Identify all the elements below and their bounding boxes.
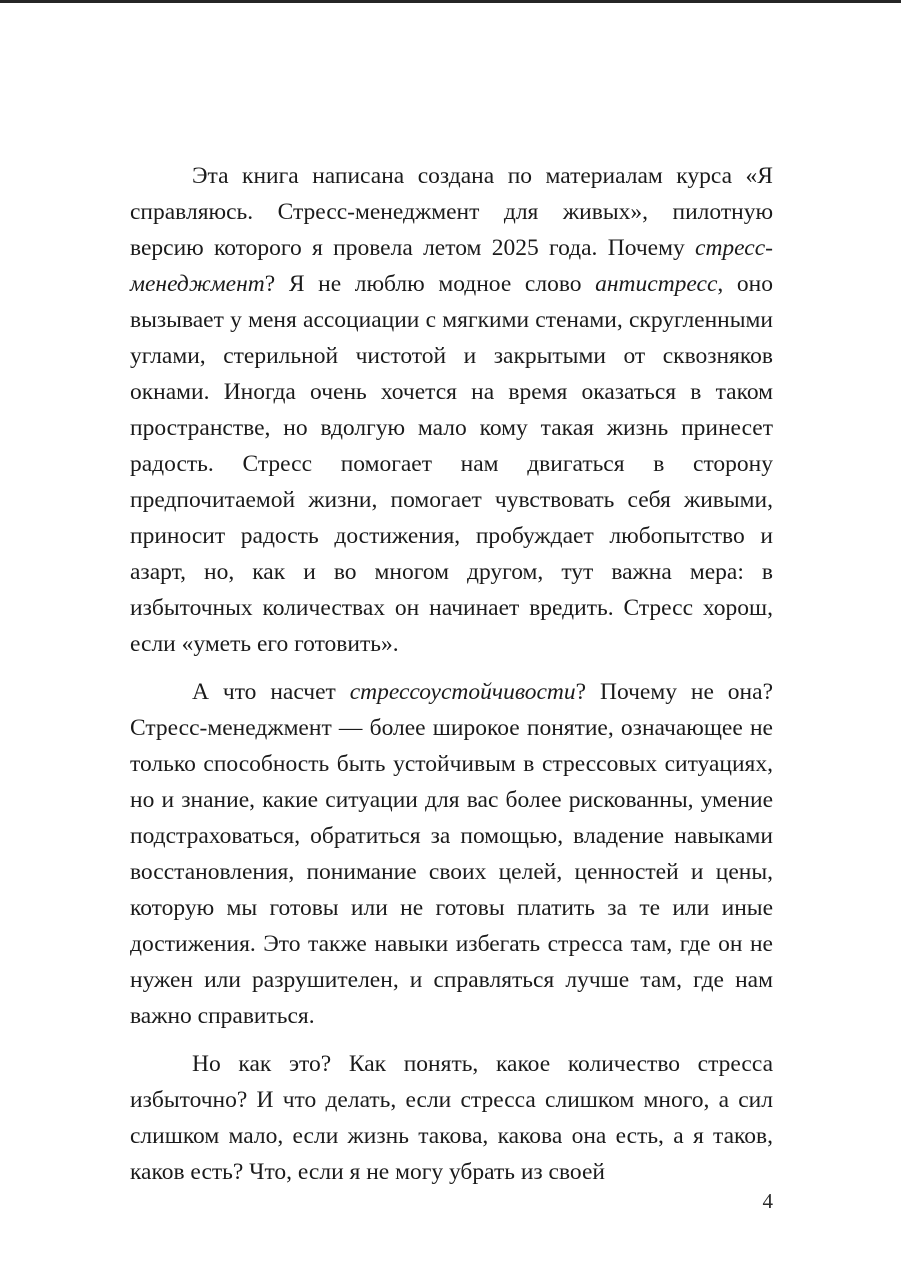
- body-text-run: Но как это? Как понять, какое количество стресса избыточно? И что делать, если стресса слишком много, а сил слишком мало, если жизнь такова, какова она есть, а я таков, каков есть? Что, если я не могу убрать из своей: [130, 1051, 773, 1185]
- paragraph-3: [130, 1046, 773, 1190]
- body-text-run: , оно вызывает у меня ассоциации с мягкими стенами, скругленными углами, стерильной чистотой и закрытыми от сквозняков окнами. Иногда очень хочется на время оказаться в таком пространстве, но вдолгую мало кому такая жизнь принесет радость. Стресс помогает нам двигаться в сторону предпочитаемой жизни, помогает чувствовать себя живыми, приносит радость достижения, пробуждает любопытство и азарт, но, как и во многом другом, тут важна мера: в избыточных количествах он начинает вредить. Стресс хорош, если «уметь его готовить».: [130, 271, 773, 657]
- page-number: 4: [762, 1189, 773, 1213]
- emphasis-text: антистресс: [595, 271, 718, 297]
- body-text-run: ? Я не люблю модное слово: [264, 271, 596, 297]
- page-top-edge-bar: [0, 0, 901, 3]
- emphasis-text: стрессоустойчивости: [349, 679, 576, 705]
- body-text-run: А что насчет: [192, 679, 350, 705]
- emphasis-text: стресс-менеджмент: [130, 235, 773, 297]
- body-text-column: [130, 158, 773, 1190]
- body-text-run: Эта книга написана создана по материалам курса «Я справляюсь. Стресс-менеджмент для живых», пилотную версию которого я провела летом 2025 года. Почему: [130, 163, 773, 261]
- paragraph-1: [130, 158, 773, 662]
- paragraph-2: [130, 674, 773, 1034]
- body-text-run: ? Почему не она? Стресс-менеджмент — более широкое понятие, означающее не только способность быть устойчивым в стрессовых ситуациях, но и знание, какие ситуации для вас более рискованны, умение подстраховаться, обратиться за помощью, владение навыками восстановления, понимание своих целей, ценностей и цены, которую мы готовы или не готовы платить за те или иные достижения. Это также навыки избегать стресса там, где он не нужен или разрушителен, и справляться лучше там, где нам важно справиться.: [130, 679, 773, 1029]
